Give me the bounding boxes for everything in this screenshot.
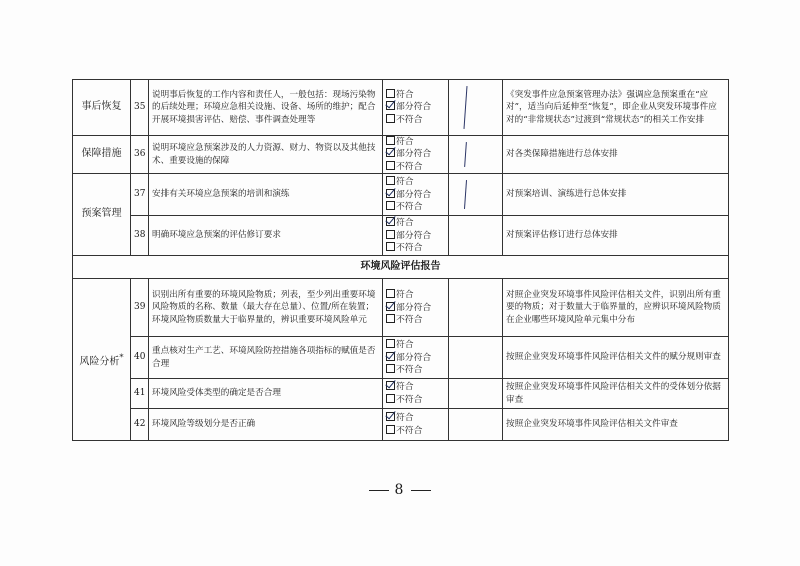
footer-dash-right <box>411 490 431 491</box>
checkbox[interactable] <box>386 394 395 403</box>
checkbox-label: 部分符合 <box>396 189 432 200</box>
handwritten-mark-cell <box>449 337 503 379</box>
item-number: 38 <box>131 216 149 256</box>
explanation-text: 《突发事件应急预案管理办法》强调应急预案重在“应对”，适当向后延伸至“恢复”，即企业从突发环境事件应对的“非常规状态”过渡到“常规状态”的相关工作安排 <box>503 80 729 136</box>
compliance-options <box>383 174 449 216</box>
handwritten-stroke <box>464 142 467 167</box>
category-cell <box>73 174 131 256</box>
requirement-text: 说明事后恢复的工作内容和责任人，一般包括：现场污染物的后续处理；环境应急相关设施、设备、场所的维护；配合开展环境损害评估、赔偿、事件调查处理等 <box>149 80 383 136</box>
checkbox-option[interactable] <box>386 189 445 201</box>
checkbox[interactable] <box>386 425 395 434</box>
category-cell <box>73 279 131 441</box>
checkbox-label: 符合 <box>396 340 414 351</box>
checkbox[interactable] <box>386 201 395 210</box>
checkbox-option[interactable] <box>386 217 445 229</box>
explanation-text: 按照企业突发环境事件风险评估相关文件审查 <box>503 409 729 441</box>
section-header-row <box>73 256 729 279</box>
checkbox-option[interactable] <box>386 242 445 254</box>
compliance-options <box>383 136 449 174</box>
checkbox-option[interactable] <box>386 101 445 113</box>
checkbox[interactable] <box>386 289 395 298</box>
checkbox-label: 部分符合 <box>396 230 432 241</box>
compliance-options <box>383 409 449 441</box>
checked-box[interactable] <box>386 148 395 157</box>
checkbox-label: 不符合 <box>396 364 423 375</box>
table-row <box>73 279 729 337</box>
category-label: 预案管理 <box>81 208 122 220</box>
table-row <box>73 379 729 409</box>
table-row <box>73 337 729 379</box>
requirement-text: 重点核对生产工艺、环境风险防控措施各项指标的赋值是否合理 <box>149 337 383 379</box>
handwritten-mark-cell <box>449 379 503 409</box>
checked-box[interactable] <box>386 352 395 361</box>
checkbox-label: 不符合 <box>396 314 423 325</box>
handwritten-mark-cell <box>449 216 503 256</box>
compliance-options <box>383 279 449 337</box>
checkbox[interactable] <box>386 339 395 348</box>
checked-box[interactable] <box>386 381 395 390</box>
item-number: 39 <box>131 279 149 337</box>
checkbox-label: 不符合 <box>396 242 423 253</box>
table-row <box>73 216 729 256</box>
checkbox[interactable] <box>386 364 395 373</box>
item-number: 36 <box>131 136 149 174</box>
checkbox-label: 不符合 <box>396 394 423 405</box>
requirement-text: 说明环境应急预案涉及的人力资源、财力、物资以及其他技术、重要设施的保障 <box>149 136 383 174</box>
explanation-text: 对照企业突发环境事件风险评估相关文件，识别出所有重要的物质；对于数量大于临界量的，应辨识环境风险物质在企业哪些环境风险单元集中分布 <box>503 279 729 337</box>
handwritten-mark-cell <box>449 80 503 136</box>
checkbox-label: 不符合 <box>396 425 423 436</box>
checkbox-option[interactable] <box>386 148 445 160</box>
checkbox-label: 部分符合 <box>396 102 432 113</box>
checkbox-label: 符合 <box>396 290 414 301</box>
item-number: 37 <box>131 174 149 216</box>
requirement-text: 环境风险等级划分是否正确 <box>149 409 383 441</box>
review-table <box>72 79 729 441</box>
checkbox-label: 符合 <box>396 382 414 393</box>
checkbox-label: 符合 <box>396 137 414 147</box>
checkbox[interactable] <box>386 136 395 145</box>
page-footer <box>0 482 800 498</box>
item-number: 35 <box>131 80 149 136</box>
compliance-options <box>383 80 449 136</box>
checkbox[interactable] <box>386 176 395 185</box>
category-label: 保障措施 <box>81 148 122 160</box>
checked-box[interactable] <box>386 412 395 421</box>
checkbox[interactable] <box>386 242 395 251</box>
checkbox[interactable] <box>386 161 395 170</box>
table-row <box>73 80 729 136</box>
category-label: 事后恢复 <box>81 101 122 113</box>
checkbox-option[interactable] <box>386 289 445 301</box>
category-footnote-mark: * <box>119 351 124 362</box>
checkbox-option[interactable] <box>386 114 445 126</box>
checkbox[interactable] <box>386 114 395 123</box>
handwritten-mark-cell <box>449 279 503 337</box>
checkbox-option[interactable] <box>386 161 445 173</box>
compliance-options <box>383 379 449 409</box>
checkbox-label: 部分符合 <box>396 352 432 363</box>
explanation-text: 对各类保障措施进行总体安排 <box>503 136 729 174</box>
explanation-text: 按照企业突发环境事件风险评估相关文件的受体划分依据审查 <box>503 379 729 409</box>
category-cell <box>73 136 131 174</box>
checkbox-option[interactable] <box>386 339 445 351</box>
explanation-text: 对预案评估修订进行总体安排 <box>503 216 729 256</box>
handwritten-mark-cell <box>449 409 503 441</box>
category-cell <box>73 80 131 136</box>
table-row <box>73 136 729 174</box>
checkbox-option[interactable] <box>386 394 445 406</box>
checkbox[interactable] <box>386 314 395 323</box>
footer-dash-left <box>369 490 389 491</box>
compliance-options <box>383 216 449 256</box>
category-label: 风险分析 <box>79 356 120 368</box>
item-number: 42 <box>131 409 149 441</box>
requirement-text: 明确环境应急预案的评估修订要求 <box>149 216 383 256</box>
table-row <box>73 174 729 216</box>
checkbox-label: 不符合 <box>396 114 423 125</box>
item-number: 41 <box>131 379 149 409</box>
handwritten-mark-cell <box>449 136 503 174</box>
checkbox-label: 不符合 <box>396 161 423 172</box>
checkbox-label: 符合 <box>396 89 414 100</box>
checkbox-option[interactable] <box>386 352 445 364</box>
checkbox-option[interactable] <box>386 425 445 437</box>
checkbox-option[interactable] <box>386 176 445 188</box>
checked-box[interactable] <box>386 302 395 311</box>
item-number: 40 <box>131 337 149 379</box>
checkbox-label: 部分符合 <box>396 149 432 160</box>
checkbox-option[interactable] <box>386 201 445 213</box>
checkbox-label: 符合 <box>396 413 414 424</box>
table-row <box>73 409 729 441</box>
checkbox-label: 不符合 <box>396 201 423 212</box>
requirement-text: 环境风险受体类型的确定是否合理 <box>149 379 383 409</box>
page-number: 8 <box>394 482 406 498</box>
checked-box[interactable] <box>386 217 395 226</box>
handwritten-stroke <box>464 180 467 209</box>
checkbox-label: 符合 <box>396 177 414 188</box>
handwritten-stroke <box>463 86 467 129</box>
checkbox-option[interactable] <box>386 230 445 242</box>
checked-box[interactable] <box>386 189 395 198</box>
explanation-text: 对预案培训、演练进行总体安排 <box>503 174 729 216</box>
requirement-text: 识别出所有重要的环境风险物质；列表，至少列出重要环境风险物质的名称、数量（最大存在总量）、位置/所在装置；环境风险物质数量大于临界量的，辨识重要环境风险单元 <box>149 279 383 337</box>
checkbox-option[interactable] <box>386 412 445 424</box>
checkbox-option[interactable] <box>386 314 445 326</box>
requirement-text: 安排有关环境应急预案的培训和演练 <box>149 174 383 216</box>
explanation-text: 按照企业突发环境事件风险评估相关文件的赋分规则审查 <box>503 337 729 379</box>
checkbox-option[interactable] <box>386 302 445 314</box>
section-title: 环境风险评估报告 <box>73 256 729 279</box>
checkbox-option[interactable] <box>386 364 445 376</box>
checkbox-option[interactable] <box>386 381 445 393</box>
checked-box[interactable] <box>386 101 395 110</box>
handwritten-mark-cell <box>449 174 503 216</box>
checkbox[interactable] <box>386 89 395 98</box>
checkbox-label: 部分符合 <box>396 302 432 313</box>
checkbox[interactable] <box>386 230 395 239</box>
checkbox-label: 符合 <box>396 218 414 229</box>
compliance-options <box>383 337 449 379</box>
